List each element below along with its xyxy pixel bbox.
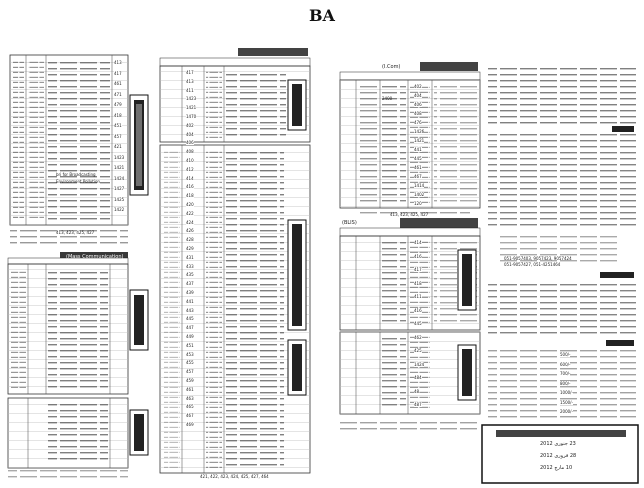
contact-line-1: 051-9057403, 9057423, 9057424 <box>504 256 572 261</box>
code-cell: 416 <box>186 184 194 190</box>
code-cell: 408 <box>414 111 422 116</box>
schedule-line-2: 28 فروری 2012 <box>540 453 577 459</box>
column-1 <box>8 55 148 478</box>
code-cell: 1421 <box>186 105 197 111</box>
code-cell: 416 <box>414 253 422 259</box>
code-cell: 462 <box>414 334 422 340</box>
code-cell: 484 <box>414 375 422 380</box>
code-cell: 1423 <box>114 154 125 160</box>
code-cell: 402 <box>414 84 422 89</box>
code-cell: 431 <box>186 254 194 260</box>
code-cell: 451 <box>186 342 194 348</box>
col1-english-note-2: bri for Broadcasting <box>56 172 96 177</box>
code-cell: 451 <box>114 123 122 128</box>
code-cell: 800/- <box>560 380 571 386</box>
code-cell: 1000/- <box>560 390 573 395</box>
code-cell: 461 <box>186 386 194 392</box>
code-cell: 600/- <box>560 361 571 367</box>
code-cell: 443 <box>186 307 194 313</box>
code-cell: 433 <box>186 263 194 269</box>
code-cell: 479 <box>114 102 122 107</box>
code-cell: 457 <box>186 369 194 375</box>
code-cell: 447 <box>186 325 194 331</box>
code-cell: 453 <box>186 351 194 357</box>
code-cell: 445 <box>414 156 422 161</box>
code-cell: 404 <box>186 131 194 137</box>
col1-english-note-1: Environment Pollution <box>56 179 100 184</box>
code-cell: 439 <box>186 290 194 295</box>
code-cell: 1424 <box>414 361 425 367</box>
code-cell: 417 <box>186 70 194 75</box>
code-cell: 461 <box>114 81 122 86</box>
code-cell: 1423 <box>186 96 197 102</box>
col1-footnote: 413, 423, 425, 427 <box>56 230 95 235</box>
code-cell: 414 <box>414 240 422 245</box>
code-cell: 413 <box>186 78 194 84</box>
code-cell: 463 <box>186 395 194 401</box>
code-cell: 406 <box>414 102 422 107</box>
code-cell: 441 <box>186 298 194 304</box>
code-cell: 429 <box>186 246 194 251</box>
code-cell: 1426 <box>414 129 425 134</box>
code-cell: 402 <box>186 122 194 128</box>
col3-english-note: 2400 <box>382 96 393 101</box>
code-cell: 487 <box>414 402 422 407</box>
code-cell: 418 <box>114 112 122 118</box>
code-cell: 426 <box>186 228 194 234</box>
code-cell: 406 <box>186 140 194 146</box>
column-4 <box>482 68 638 483</box>
code-cell: 476 <box>414 120 422 125</box>
code-cell: 420 <box>186 202 194 207</box>
code-cell: 425 <box>414 348 422 353</box>
code-cell: 471 <box>114 91 122 97</box>
col3b-group-label: (BLIS) <box>342 220 357 226</box>
code-cell: 441 <box>414 147 422 152</box>
code-cell: 411 <box>186 87 194 93</box>
code-cell: 404 <box>414 93 422 98</box>
code-cell: 465 <box>186 404 194 410</box>
code-cell: 449 <box>186 334 194 339</box>
column-2 <box>160 48 310 473</box>
code-cell: 437 <box>186 281 194 287</box>
col3-group-label: (I.Com) <box>382 64 401 70</box>
code-cell: 1425 <box>114 196 125 202</box>
code-cell: 1402 <box>414 192 425 197</box>
code-cell: 411 <box>414 294 422 299</box>
schedule-line-1: 23 جنوری 2012 <box>540 441 576 447</box>
code-cell: 424 <box>186 219 194 225</box>
code-cell: 422 <box>186 210 194 216</box>
code-cell: 500/- <box>560 352 571 357</box>
code-cell: 2000/- <box>560 409 573 414</box>
code-cell: 417 <box>414 267 422 272</box>
code-cell: 418 <box>414 280 422 286</box>
code-cell: 416 <box>414 307 422 313</box>
code-cell: 1422 <box>114 207 125 212</box>
contact-line-2: 051-9057427, 051-4251464 <box>504 262 561 267</box>
code-cell: 421 <box>114 144 122 149</box>
code-cell: 1424 <box>114 175 125 181</box>
col2-footnote: 421, 422, 423, 424, 425, 427, 464 <box>200 474 269 479</box>
code-cell: 1414 <box>414 183 425 188</box>
code-cell: 700/- <box>560 371 571 376</box>
col2-group-label: (General Group) <box>196 50 237 56</box>
col3b-footnote: 413, 423, 425, 427 <box>390 212 429 217</box>
code-cell: 1427 <box>114 186 125 191</box>
column-3 <box>340 62 480 430</box>
col1-group-label: (Mass Communication) <box>66 254 124 260</box>
code-cell: 461 <box>414 165 422 170</box>
code-cell: 435 <box>186 272 194 278</box>
code-cell: 48 <box>414 388 420 394</box>
code-cell: 467 <box>186 413 194 419</box>
code-cell: 445 <box>414 321 422 326</box>
code-cell: 459 <box>186 378 194 383</box>
code-cell: 428 <box>186 237 194 243</box>
code-cell: 413 <box>114 60 122 65</box>
schedule-line-3: 10 مارچ 2012 <box>540 465 573 471</box>
code-cell: 1500/- <box>560 399 573 405</box>
code-cell: 408 <box>186 149 194 155</box>
code-cell: 414 <box>186 175 194 181</box>
code-cell: 120 <box>414 201 422 206</box>
code-cell: 410 <box>186 158 194 163</box>
code-cell: 417 <box>114 70 122 76</box>
code-cell: 418 <box>186 193 194 199</box>
code-cell: 1421 <box>414 138 425 143</box>
code-cell: 412 <box>186 166 194 172</box>
code-cell: 469 <box>186 422 194 427</box>
code-cell: 1470 <box>186 114 197 119</box>
code-cell: 467 <box>414 174 422 179</box>
code-cell: 1421 <box>114 165 125 170</box>
page-title: BA <box>309 6 335 25</box>
code-cell: 457 <box>114 133 122 139</box>
code-cell: 455 <box>186 360 194 366</box>
code-cell: 445 <box>186 316 194 322</box>
